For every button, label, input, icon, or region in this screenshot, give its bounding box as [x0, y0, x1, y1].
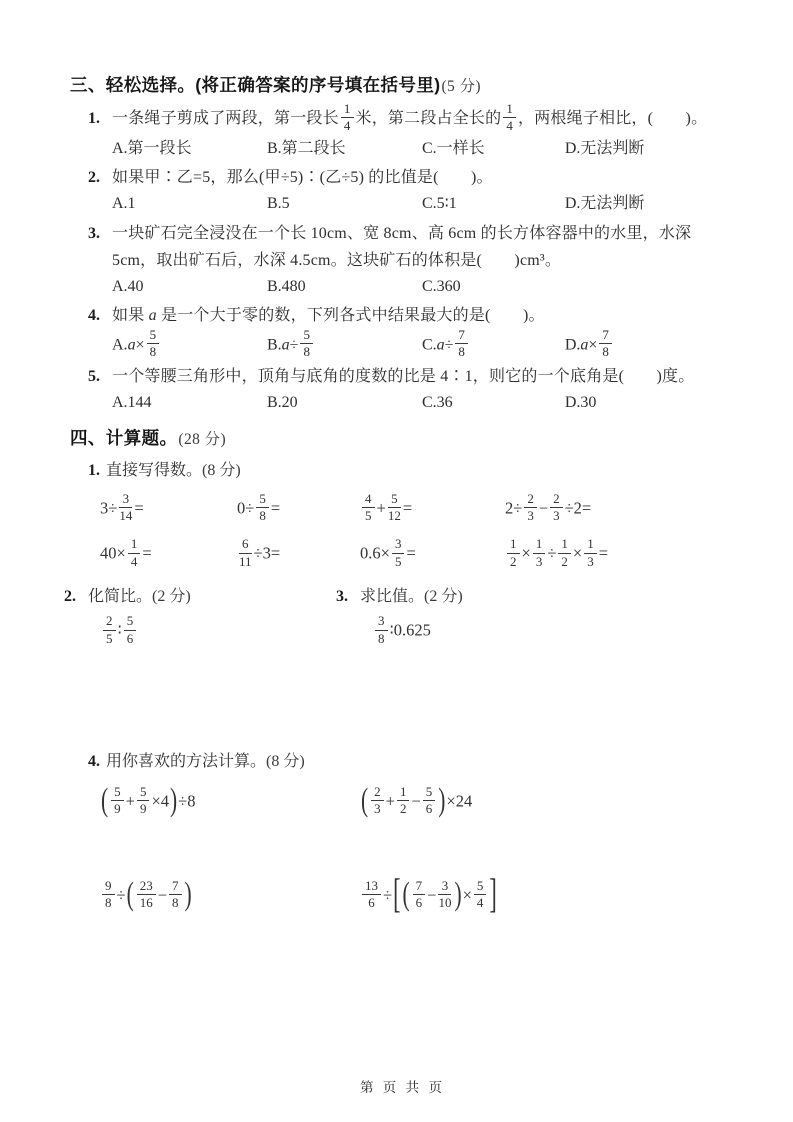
method-calc-expr-3: $\frac{9}{8}$ ÷( $\frac{23}{16}$ − $\frac{7}{8}$ ): [100, 881, 360, 913]
question-3-option-b: B.480: [266, 277, 306, 295]
method-calc-expr-1: ( $\frac{5}{9}$ + $\frac{5}{9}$ ×4)÷8: [101, 781, 196, 819]
section-choice-title: [70, 72, 735, 97]
fraction: $\frac{3}{8}$: [375, 614, 388, 646]
question-5-option-c: C.36: [421, 394, 453, 412]
question-4-text: 如果 a 是一个大于零的数，下列各式中结果最大的是( )。: [112, 307, 545, 325]
fraction: $\frac{5}{9}$: [137, 785, 150, 817]
choice-question-4: [88, 302, 735, 361]
fraction: $\frac{1}{4}$: [128, 537, 141, 569]
question-4-option-a: A.a× $\frac{5}{8}$: [112, 330, 267, 362]
question-1-option-d: D.无法判断: [564, 139, 645, 157]
calc-q1-points: (8 分): [202, 461, 241, 479]
calc-q2-q3-expressions: [88, 613, 735, 648]
question-4-number: 4.: [88, 307, 100, 325]
direct-calc-expr-2: 0÷ $\frac{5}{8}$ =: [237, 490, 281, 524]
section-calculation: [64, 425, 735, 917]
method-calc-expr-4: $\frac{13}{6}$ ÷[( $\frac{7}{6}$ − $\frac{3}{10}$ )× $\frac{5}{4}$ ]: [360, 881, 735, 913]
fraction: $\frac{9}{8}$: [102, 879, 115, 911]
fraction: $\frac{7}{6}$: [413, 879, 426, 911]
calc-q1-label-text: 直接写得数。: [106, 461, 203, 479]
direct-calc-expr-1: 3÷ $\frac{3}{14}$ =: [100, 490, 144, 524]
question-3-option-c: C.360: [421, 277, 461, 295]
calc-q3-label-text: 求比值。: [360, 588, 425, 606]
fraction: $\frac{2}{3}$: [524, 492, 537, 524]
question-5-text: 一个等腰三角形中，顶角与底角的度数的比是 4∶1，则它的一个底角是( )度。: [112, 368, 695, 386]
fraction: $\frac{2}{3}$: [550, 492, 563, 524]
calc-q2-label: [64, 583, 360, 610]
fraction: $\frac{5}{8}$: [256, 492, 269, 524]
calc-q3-number: 3.: [336, 588, 348, 606]
question-4-option-b: B.a÷ $\frac{5}{8}$: [267, 330, 422, 362]
direct-calc-expr-7: 0.6× $\frac{3}{5}$ =: [360, 536, 416, 569]
fraction: $\frac{7}{8}$: [599, 328, 612, 360]
fraction: $\frac{4}{5}$: [362, 492, 375, 524]
question-1-option-b: B.第二段长: [266, 139, 346, 157]
fraction: $\frac{2}{5}$: [103, 614, 116, 646]
direct-calc-expr-4: 2÷ $\frac{2}{3}$ − $\frac{2}{3}$ ÷2=: [505, 490, 592, 524]
direct-calc-expr-3: $\frac{4}{5}$ + $\frac{5}{12}$ =: [360, 494, 505, 526]
calc-q2-points: (2 分): [152, 588, 191, 606]
calc-q3-label: [336, 583, 735, 610]
fraction: $\frac{3}{14}$: [119, 490, 133, 524]
fraction: $\frac{6}{11}$: [239, 536, 252, 569]
choice-question-3: [88, 220, 735, 301]
calc-q4-points: (8 分): [266, 752, 305, 770]
calc-q2-label-text: 化简比。: [88, 588, 153, 606]
section-calc-title-text: 四、计算题。: [70, 427, 178, 448]
calc-q3-expression: $\frac{3}{8}$ ∶0.625: [360, 616, 735, 648]
calc-q2-number: 2.: [64, 588, 76, 606]
calc-q4-label-text: 用你喜欢的方法计算。: [106, 752, 267, 770]
question-2-option-b: B.5: [266, 195, 290, 213]
answer-space: [70, 648, 735, 748]
question-5-options: [112, 390, 735, 416]
question-3-option-a: A.40: [112, 277, 144, 295]
page-footer: 第 页 共 页: [359, 1080, 446, 1095]
section-calc-points: (28 分): [178, 430, 227, 448]
fraction: $\frac{1}{2}$: [397, 785, 410, 817]
fraction: $\frac{5}{8}$: [147, 328, 160, 360]
section-choice-title-text: 三、轻松选择。(将正确答案的序号填在括号里): [70, 75, 441, 95]
fraction: $\frac{3}{10}$: [438, 877, 452, 910]
fraction: $\frac{1}{4}$: [341, 102, 354, 134]
calc-q1-label: [88, 457, 735, 484]
question-1-options: [112, 136, 735, 162]
question-2-option-d: D.无法判断: [564, 195, 645, 213]
question-2-option-a: A.1: [112, 195, 136, 213]
direct-calc-expr-6: $\frac{6}{11}$ ÷3=: [239, 536, 281, 569]
question-2-options: [112, 191, 735, 217]
fraction: $\frac{23}{16}$: [137, 879, 156, 911]
direct-calc-grid: [100, 490, 735, 571]
fraction: $\frac{5}{8}$: [300, 328, 313, 360]
fraction: $\frac{5}{4}$: [474, 879, 487, 911]
question-5-option-d: D.30: [564, 394, 597, 412]
method-calc-expr-2: ( $\frac{2}{3}$ + $\frac{1}{2}$ − $\frac{5}{6}$ )×24: [361, 781, 473, 819]
fraction: $\frac{1}{4}$: [503, 102, 516, 134]
calc-q2-q3-labels: [64, 583, 735, 610]
question-3-text: 一块矿石完全浸没在一个长 10cm、宽 8cm、高 6cm 的长方体容器中的水里，水深 5cm，取出矿石后，水深 4.5cm。这块矿石的体积是( )cm³。: [112, 224, 692, 269]
fraction: $\frac{13}{6}$: [362, 879, 381, 911]
fraction: $\frac{7}{8}$: [169, 879, 182, 911]
section-choice-points: (5 分): [441, 78, 481, 95]
question-3-number: 3.: [88, 224, 100, 242]
section-calc-title: [70, 425, 735, 450]
section-multiple-choice: [70, 72, 735, 419]
fraction: $\frac{2}{3}$: [371, 785, 384, 817]
fraction: $\frac{1}{2}$: [507, 537, 520, 569]
direct-calc-expr-5: 40× $\frac{1}{4}$ =: [100, 536, 152, 569]
choice-question-2: [88, 164, 735, 218]
question-4-option-d: D.a× $\frac{7}{8}$: [565, 330, 735, 362]
fraction: $\frac{5}{6}$: [423, 785, 436, 817]
calc-q2-expression: $\frac{2}{5}$ ∶ $\frac{5}{6}$: [88, 616, 360, 648]
question-5-option-b: B.20: [266, 394, 298, 412]
question-2-option-c: C.5∶1: [421, 195, 457, 213]
fraction: $\frac{5}{6}$: [124, 614, 137, 646]
question-2-text: 如果甲∶乙=5，那么(甲÷5)∶(乙÷5) 的比值是( )。: [112, 168, 493, 186]
question-1-option-c: C.一样长: [421, 139, 485, 157]
question-1-text: 一条绳子剪成了两段，第一段长 $\frac{1}{4}$ 米，第二段占全长的 $\frac{1}{4}$ ，两根绳子相比，( )。: [112, 101, 708, 134]
question-4-options: [112, 326, 735, 362]
choice-question-5: [88, 363, 735, 417]
fraction: $\frac{1}{3}$: [584, 537, 597, 569]
question-4-option-c: C.a÷ $\frac{7}{8}$: [422, 330, 565, 362]
question-5-number: 5.: [88, 368, 100, 386]
calc-q4-label: [88, 748, 735, 775]
fraction: $\frac{3}{5}$: [392, 537, 405, 569]
fraction: $\frac{1}{2}$: [558, 537, 571, 569]
fraction: $\frac{5}{12}$: [387, 490, 401, 524]
direct-calc-expr-8: $\frac{1}{2}$ × $\frac{1}{3}$ ÷ $\frac{1}{2}$ × $\frac{1}{3}$ =: [505, 539, 735, 571]
fraction: $\frac{1}{3}$: [533, 537, 546, 569]
question-3-option-d: [565, 274, 735, 300]
question-3-options: [112, 274, 735, 300]
question-1-option-a: A.第一段长: [112, 139, 192, 157]
question-2-number: 2.: [88, 168, 100, 186]
calc-q3-points: (2 分): [424, 588, 463, 606]
method-calc-grid: [100, 781, 735, 917]
calc-q1-number: 1.: [88, 461, 100, 479]
fraction: $\frac{5}{9}$: [111, 785, 124, 817]
calc-q4-number: 4.: [88, 752, 100, 770]
question-1-number: 1.: [88, 110, 100, 128]
question-5-option-a: A.144: [112, 394, 152, 412]
fraction: $\frac{7}{8}$: [455, 328, 468, 360]
choice-question-1: [88, 101, 735, 162]
